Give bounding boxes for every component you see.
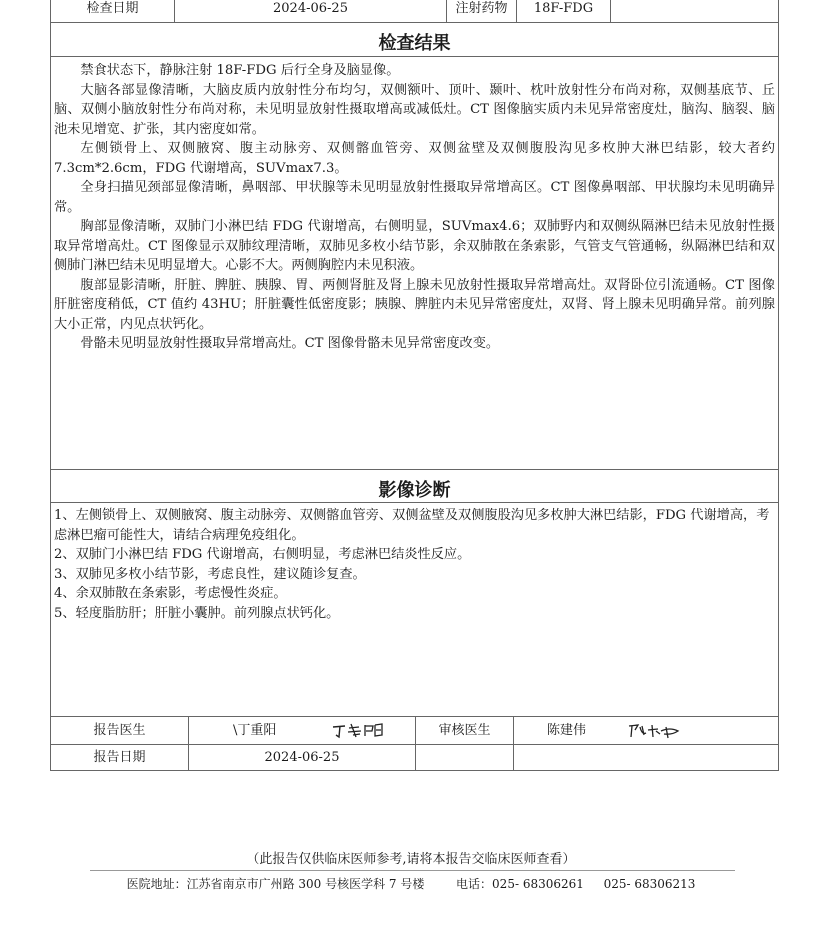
injected-drug-value: 18F-FDG <box>517 0 611 22</box>
findings-header <box>51 23 778 57</box>
findings-paragraph: 左侧锁骨上、双侧腋窝、腹主动脉旁、双侧髂血管旁、双侧盆壁及双侧腹股沟见多枚肿大淋巴结影，较大者约 7.3cm*2.6cm，FDG 代谢增高，SUVmax7.3。 <box>54 141 775 176</box>
report-doctor-label: 报告医生 <box>51 717 189 744</box>
diagnosis-item: 2、双肺门小淋巴结 FDG 代谢增高，右侧明显，考虑淋巴结炎性反应。 <box>54 547 471 562</box>
findings-paragraph: 骨骼未见明显放射性摄取异常增高灶。CT 图像骨骼未见异常密度改变。 <box>80 336 500 351</box>
phone-number: 电话：025- 68306261 <box>456 877 584 891</box>
exam-info-row <box>50 0 779 22</box>
report-date-value: 2024-06-25 <box>189 744 416 771</box>
diagnosis-section <box>50 469 779 717</box>
signature-table <box>50 716 779 771</box>
footer-disclaimer: （此报告仅供临床医师参考,请将本报告交临床医师查看） <box>246 852 576 867</box>
diagnosis-list <box>54 506 775 623</box>
reviewer-cell <box>514 717 780 744</box>
diagnosis-item: 1、左侧锁骨上、双侧腋窝、腹主动脉旁、双侧髂血管旁、双侧盆壁及双侧腹股沟见多枚肿大淋巴结影，FDG 代谢增高，考虑淋巴瘤可能性大，请结合病理免疫组化。 <box>54 508 770 543</box>
findings-title: 检查结果 <box>378 33 451 54</box>
diagnosis-item: 3、双肺见多枚小结节影，考虑良性，建议随诊复查。 <box>54 566 366 582</box>
diagnosis-header <box>51 470 778 503</box>
findings-paragraph: 禁食状态下，静脉注射 18F-FDG 后行全身及脑显像。 <box>80 63 400 78</box>
hospital-address: 医院地址：江苏省南京市广州路 300 号核医学科 7 号楼 <box>126 877 425 891</box>
empty-cell <box>611 0 779 22</box>
findings-paragraph: 全身扫描见颈部显像清晰，鼻咽部、甲状腺等未见明显放射性摄取异常增高区。CT 图像鼻咽部、甲状腺均未见明确异常。 <box>54 180 775 215</box>
reviewer-signature-image <box>626 721 682 741</box>
empty-cell <box>416 744 514 771</box>
report-date-label: 报告日期 <box>51 744 189 771</box>
reviewer-name: 陈建伟 <box>547 723 587 738</box>
footer-divider <box>90 870 735 871</box>
footer-contact <box>0 875 822 892</box>
exam-date-value: 2024-06-25 <box>175 0 447 22</box>
exam-date-label: 检查日期 <box>50 0 175 22</box>
findings-body <box>54 61 775 354</box>
injected-drug-label: 注射药物 <box>447 0 517 22</box>
diagnosis-title: 影像诊断 <box>378 480 451 501</box>
empty-cell <box>514 744 780 771</box>
diagnosis-item: 4、余双肺散在条索影，考虑慢性炎症。 <box>54 586 287 601</box>
phone-number-2: 025- 68306213 <box>603 877 696 891</box>
reviewer-label: 审核医生 <box>416 717 514 744</box>
report-doctor-signature-image <box>331 721 387 741</box>
report-doctor-cell <box>189 717 416 744</box>
findings-paragraph: 腹部显影清晰，肝脏、脾脏、胰腺、胃、两侧肾脏及肾上腺未见放射性摄取异常增高灶。双肾卧位引流通畅。CT 图像肝脏密度稍低，CT 值约 43HU；肝脏囊性低密度影；胰腺、脾脏内未见异常密度灶，双肾、肾上腺未见明确异常。前列腺大小正常，内见点状钙化。 <box>54 277 775 332</box>
findings-section <box>50 22 779 470</box>
findings-paragraph: 大脑各部显像清晰，大脑皮质内放射性分布均匀，双侧额叶、顶叶、颞叶、枕叶放射性分布尚对称，双侧基底节、丘脑、双侧小脑放射性分布尚对称，未见明显放射性摄取增高或减低灶。CT 图像脑实质内未见异常密度灶，脑沟、脑裂、脑池未见增宽、扩张，其内密度如常。 <box>54 82 775 137</box>
report-doctor-name: \丁重阳 <box>233 723 277 738</box>
diagnosis-item: 5、轻度脂肪肝；肝脏小囊肿。前列腺点状钙化。 <box>54 605 340 621</box>
findings-paragraph: 胸部显像清晰，双肺门小淋巴结 FDG 代谢增高，右侧明显，SUVmax4.6；双肺野内和双侧纵隔淋巴结未见放射性摄取异常增高灶。CT 图像显示双肺纹理清晰，双肺见多枚小结节影，余双肺散在条索影，气管支气管通畅，纵隔淋巴结和双侧肺门淋巴结未见明显增大。心影不大。两侧胸腔内未见积液。 <box>54 219 775 273</box>
